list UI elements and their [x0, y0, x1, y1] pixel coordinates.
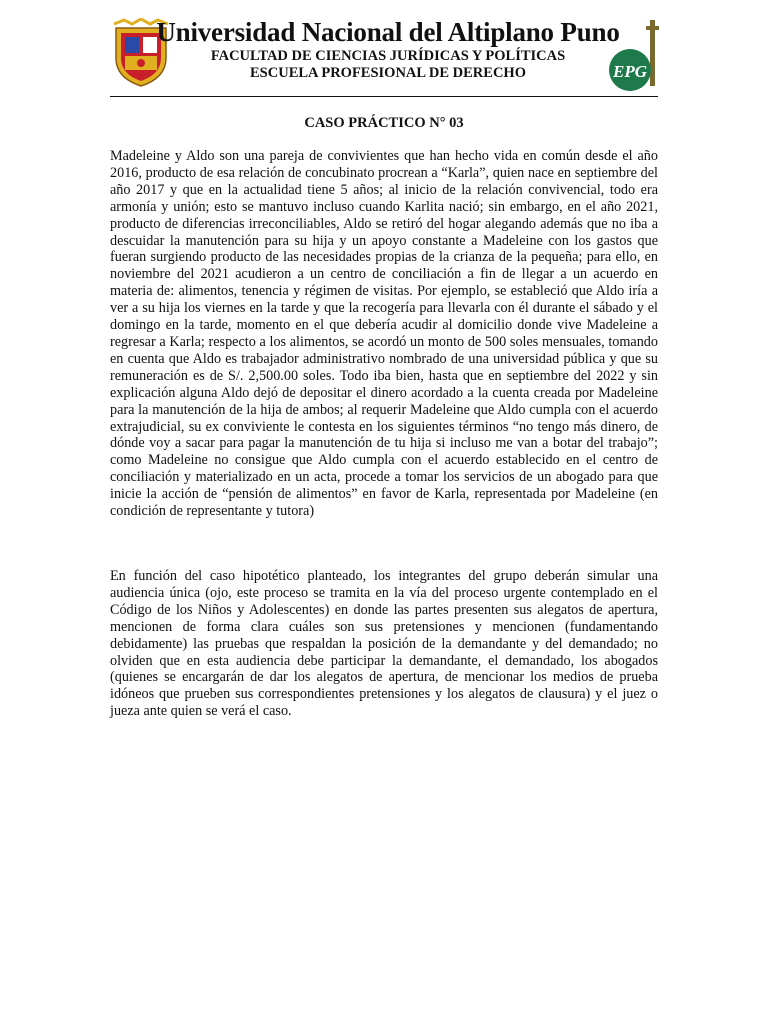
- school-name: ESCUELA PROFESIONAL DE DERECHO: [250, 65, 526, 81]
- university-name: Universidad Nacional del Altiplano Puno: [156, 17, 620, 47]
- document-header: [108, 14, 668, 96]
- case-paragraph-1: Madeleine y Aldo son una pareja de convivientes que han hecho vida en común desde el año 2016, producto de esa relación de concubinato procrean a “Karla”, quien nace en septiembre del año 2017 y que en la actualidad tiene 5 años; al inicio de la relación convivencial, todo era armonía y unión; esto se mantuvo incluso cuando Karlita nació; sin embargo, en el año 2021, producto de diferencias irreconciliables, Aldo se retiró del hogar alegando además que no iba a descuidar la manutención para su hija y un apoyo constante a Madeleine con los gastos que fueran surgiendo producto de las necesidades propias de la crianza de la pequeña; para ello, en noviembre del 2021 acudieron a un centro de conciliación a fin de llegar a un acuerdo en materia de: alimentos, tenencia y régimen de visitas. Por ejemplo, se estableció que Aldo iría a ver a su hija los viernes en la tarde y que la recogería para llevarla con él durante el sábado y el domingo en la tarde, momento en el que debería acudir al domicilio donde vive Madeleine a regresar a Karla; respecto a los alimentos, se acordó un monto de 500 soles mensuales, tomando en cuenta que Aldo es trabajador administrativo nombrado de una universidad pública y que su remuneración es de S/. 2,500.00 soles. Todo iba bien, hasta que en septiembre del 2022 y sin explicación alguna Aldo dejó de depositar el dinero acordado a la cuenta creada por Madeleine para la manutención de la hija de ambos; al requerir Madeleine que Aldo cumpla con el acuerdo extrajudicial, su ex conviviente le contesta en los siguientes términos “no tengo más dinero, de dónde voy a sacar para pagar la manutención de tu hija si incluso me van a botar del trabajo”; como Madeleine no consigue que Aldo cumpla con el acuerdo establecido en el centro de conciliación y materializado en un acta, procede a tomar los servicios de un abogado para que inicie la acción de “pensión de alimentos” en favor de Karla, representada por Madeleine (en condición de representante y tutora): [110, 148, 658, 520]
- case-paragraph-2: En función del caso hipotético planteado, los integrantes del grupo deberán simular una audiencia única (ojo, este proceso se tramita en la vía del proceso urgente contemplado en el Código de los Niños y Adolescentes) en donde las partes presenten sus alegatos de apertura, mencionen de forma clara cuáles son sus pretensiones y mencionen (fundamentando debidamente) las pruebas que respaldan la posición de la demandante y del demandado; no olviden que en esta audiencia debe participar la demandante, el demandado, los abogados (quienes se encargarán de dar los alegatos de apertura, de mencionar los medios de prueba idóneos que prueben sus correspondientes pretensiones y los alegatos de clausura) y el juez o jueza ante quien se verá el caso.: [110, 568, 658, 720]
- faculty-name: FACULTAD DE CIENCIAS JURÍDICAS Y POLÍTICAS: [210, 48, 566, 64]
- epg-logo-icon: [602, 18, 664, 92]
- case-title: CASO PRÁCTICO N° 03: [304, 115, 464, 131]
- header-divider: [110, 96, 658, 97]
- epg-logo-text: EPG: [613, 62, 647, 81]
